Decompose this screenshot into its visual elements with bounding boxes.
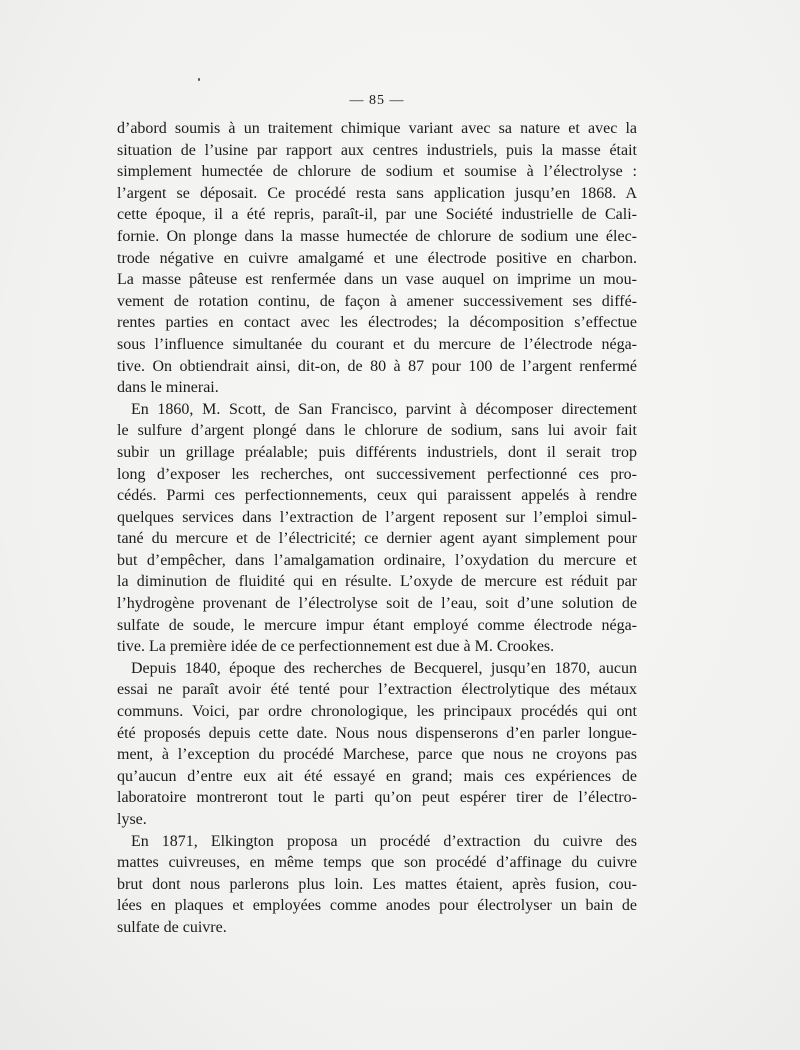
text-line: En 1860, M. Scott, de San Francisco, parvint à décomposer directement xyxy=(131,400,637,418)
text-line: sulfate de soude, le mercure impur étant employé comme électrode néga- xyxy=(117,616,637,634)
text-line: vement de rotation continu, de façon à amener successivement ses diffé- xyxy=(117,292,637,310)
text-line: communs. Voici, par ordre chronologique, les principaux procédés qui ont xyxy=(117,703,637,721)
text-line: été proposés depuis cette date. Nous nous dispenserons d’en parler longue- xyxy=(117,724,637,742)
text-line: long d’exposer les recherches, ont successivement perfectionné ces pro- xyxy=(117,465,637,483)
body-text xyxy=(117,118,637,939)
text-line: sulfate de cuivre. xyxy=(117,918,227,936)
text-line: l’hydrogène provenant de l’électrolyse soit de l’eau, soit d’une solution de xyxy=(117,595,637,613)
text-line: laboratoire montreront tout le parti qu’on peut espérer tirer de l’électro- xyxy=(117,789,637,807)
text-line: trode négative en cuivre amalgamé et une électrode positive en charbon. xyxy=(117,249,637,267)
text-line: La masse pâteuse est renfermée dans un vase auquel on imprime un mou- xyxy=(117,271,637,289)
text-line: l’argent se déposait. Ce procédé resta sans application jusqu’en 1868. A xyxy=(117,184,637,202)
text-line: but d’empêcher, dans l’amalgamation ordinaire, l’oxydation du mercure et xyxy=(117,551,637,569)
text-line: qu’aucun d’entre eux ait été essayé en grand; mais ces expériences de xyxy=(117,767,637,785)
text-line: dans le minerai. xyxy=(117,379,219,397)
text-line: En 1871, Elkington proposa un procédé d’extraction du cuivre des xyxy=(131,832,637,850)
text-line: la diminution de fluidité qui en résulte. L’oxyde de mercure est réduit par xyxy=(117,573,637,591)
text-line: d’abord soumis à un traitement chimique variant avec sa nature et avec la xyxy=(117,120,637,137)
text-line: brut dont nous parlerons plus loin. Les mattes étaient, après fusion, cou- xyxy=(117,875,637,893)
text-line: ment, à l’exception du procédé Marchese, parce que nous ne croyons pas xyxy=(117,746,637,764)
text-line: le sulfure d’argent plongé dans le chlorure de sodium, sans lui avoir fait xyxy=(117,422,637,440)
text-line: fornie. On plonge dans la masse humectée de chlorure de sodium une élec- xyxy=(117,227,637,245)
page-number: — 85 — xyxy=(349,93,405,108)
text-line: lyse. xyxy=(117,811,147,828)
text-line: tive. On obtiendrait ainsi, dit-on, de 80 à 87 pour 100 de l’argent renfermé xyxy=(117,357,637,375)
text-line: rentes parties en contact avec les électrodes; la décomposition s’effectue xyxy=(117,314,637,332)
text-line: situation de l’usine par rapport aux centres industriels, puis la masse était xyxy=(117,141,637,159)
ink-speck xyxy=(198,78,200,81)
text-line: essai ne paraît avoir été tenté pour l’extraction électrolytique des métaux xyxy=(117,681,637,699)
text-line: subir un grillage préalable; puis différents industriels, dont il serait trop xyxy=(117,443,637,461)
text-line: Depuis 1840, époque des recherches de Becquerel, jusqu’en 1870, aucun xyxy=(131,659,637,677)
text-line: simplement humectée de chlorure de sodium et soumise à l’électrolyse : xyxy=(117,163,637,181)
text-line: quelques services dans l’extraction de l’argent reposent sur l’emploi simul- xyxy=(117,508,637,526)
text-line: cédés. Parmi ces perfectionnements, ceux qui paraissent appelés à rendre xyxy=(117,487,637,505)
text-line: mattes cuivreuses, en même temps que son procédé d’affinage du cuivre xyxy=(117,854,637,872)
text-line: lées en plaques et employées comme anodes pour électrolyser un bain de xyxy=(117,897,637,915)
text-line: cette époque, il a été repris, paraît-il, par une Société industrielle de Cali- xyxy=(117,206,637,224)
text-line: tané du mercure et de l’électricité; ce dernier agent ayant simplement pour xyxy=(117,530,637,548)
text-line: tive. La première idée de ce perfectionnement est due à M. Crookes. xyxy=(117,638,555,656)
text-line: sous l’influence simultanée du courant et du mercure de l’électrode néga- xyxy=(117,335,637,353)
